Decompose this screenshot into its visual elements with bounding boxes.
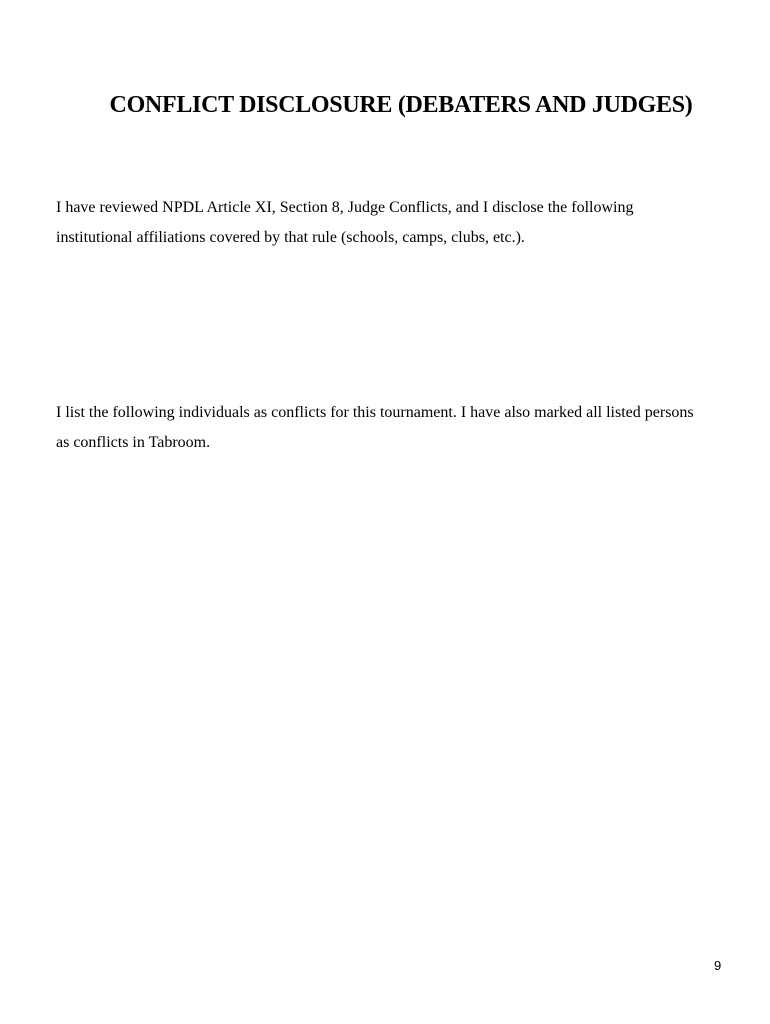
institutional-affiliations-statement [56, 193, 726, 253]
individual-conflicts-statement [56, 398, 726, 458]
statement-line: I have reviewed NPDL Article XI, Section 8, Judge Conflicts, and I disclose the following [56, 199, 634, 216]
statement-line: institutional affiliations covered by that rule (schools, camps, clubs, etc.). [56, 229, 525, 246]
page-number: 9 [714, 958, 722, 973]
statement-line: I list the following individuals as conflicts for this tournament. I have also marked all listed persons [56, 404, 694, 421]
statement-line: as conflicts in Tabroom. [56, 434, 211, 451]
page-title: CONFLICT DISCLOSURE (DEBATERS AND JUDGES) [109, 92, 693, 118]
